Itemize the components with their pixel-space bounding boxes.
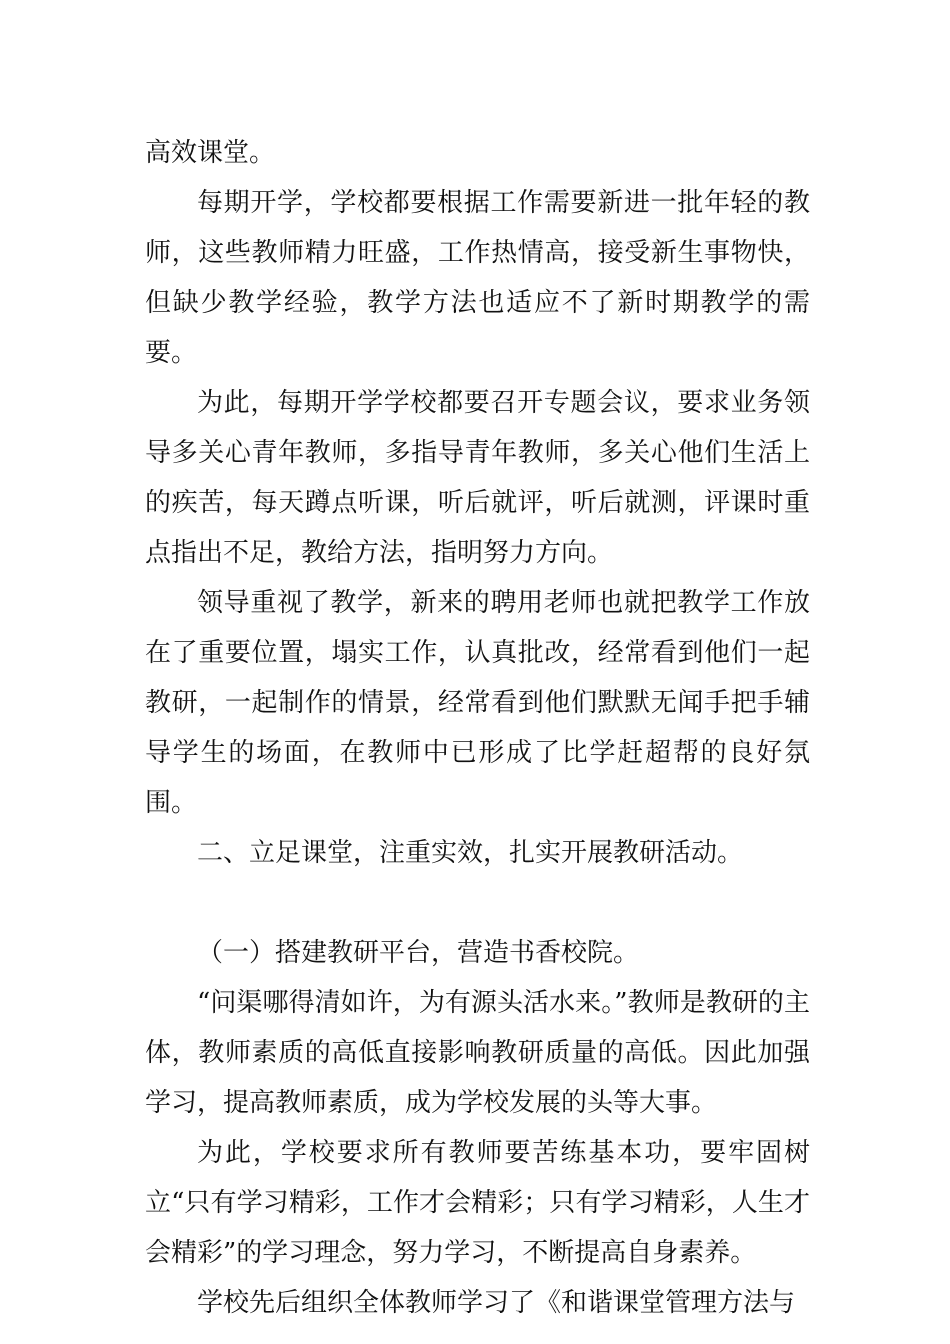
section-heading-2: 二、立足课堂，注重实效，扎实开展教研活动。 xyxy=(197,838,744,868)
paragraph-study-books: 学校先后组织全体教师学习了《和谐课堂管理方法与 xyxy=(197,1288,796,1318)
paragraph-leadership: 领导重视了教学，新来的聘用老师也就把教学工作放在了重要位置，塌实工作，认真批改，经常看到他们一起教研，一起制作的情景，经常看到他们默默无闻手把手辅导学生的场面，在教师中已形成了比学赶超帮的良好氛围。 xyxy=(145,588,810,818)
paragraph-special-meeting: 为此，每期开学学校都要召开专题会议，要求业务领导多关心青年教师，多指导青年教师，多关心他们生活上的疾苦，每天蹲点听课，听后就评，听后就测，评课时重点指出不足，教给方法，指明努力方向。 xyxy=(145,388,810,568)
paragraph-new-teachers: 每期开学，学校都要根据工作需要新进一批年轻的教师，这些教师精力旺盛，工作热情高，接受新生事物快，但缺少教学经验，教学方法也适应不了新时期教学的需要。 xyxy=(145,188,810,368)
document-body xyxy=(145,128,810,1328)
paragraph-study-requirement: 为此，学校要求所有教师要苦练基本功，要牢固树立“只有学习精彩，工作才会精彩；只有学习精彩，人生才会精彩”的学习理念，努力学习，不断提高自身素养。 xyxy=(145,1138,810,1268)
subsection-heading-1: （一）搭建教研平台，营造书香校院。 xyxy=(197,938,640,968)
paragraph-quote: “问渠哪得清如许，为有源头活水来。”教师是教研的主体，教师素质的高低直接影响教研质量的高低。因此加强学习，提高教师素质，成为学校发展的头等大事。 xyxy=(145,988,810,1118)
paragraph-continuation: 高效课堂。 xyxy=(145,138,276,168)
